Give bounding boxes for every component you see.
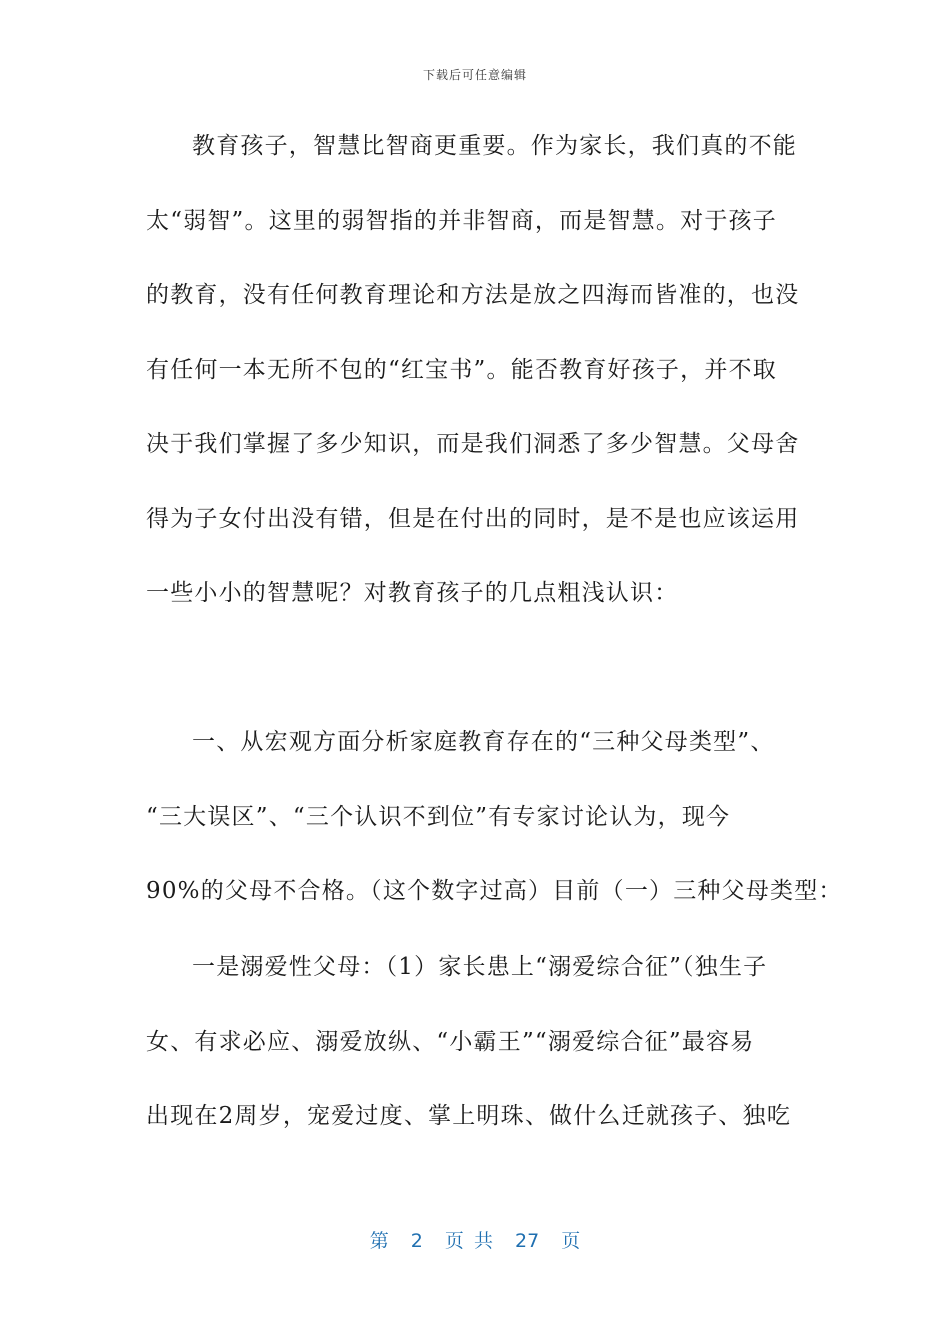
text-line: 决于我们掌握了多少知识，而是我们洞悉了多少智慧。父母舍 [146,431,800,457]
footer-total-pages: 27 [515,1230,540,1252]
footer-suffix: 页 [561,1230,581,1252]
text-line: 一、从宏观方面分析家庭教育存在的“三种父母类型”、 [192,729,775,755]
header-note: 下载后可任意编辑 [422,68,527,82]
paragraph-section-one [146,705,843,929]
text-line: 一些小小的智慧呢？对教育孩子的几点粗浅认识： [146,580,679,606]
text-line: “三大误区”、“三个认识不到位”有专家讨论认为，现今 [146,803,731,830]
text-line: 得为子女付出没有错，但是在付出的同时，是不是也应该运用 [146,505,800,532]
text-line: 的教育，没有任何教育理论和方法是放之四海而皆准的，也没 [146,282,800,308]
text-line: 90%的父母不合格。（这个数字过高）目前（一）三种父母类型： [146,878,843,904]
text-line: 有任何一本无所不包的“红宝书”。能否教育好孩子，并不取 [146,356,777,383]
footer-middle: 页 共 [444,1230,493,1252]
footer-prefix: 第 [369,1230,389,1252]
page-footer [0,1226,950,1253]
text-line: 一是溺爱性父母：（1）家长患上“溺爱综合征”（独生子 [192,954,768,980]
text-line: 出现在2周岁，宠爱过度、掌上明珠、做什么迁就孩子、独吃 [146,1103,792,1129]
text-line: 太“弱智”。这里的弱智指的并非智商，而是智慧。对于孩子 [146,207,777,234]
footer-current-page: 2 [410,1230,423,1252]
text-line: 教育孩子，智慧比智商更重要。作为家长，我们真的不能 [192,133,797,159]
paragraph-intro [146,109,806,631]
paragraph-spoiling-parents [146,930,806,1154]
text-line: 女、有求必应、溺爱放纵、“小霸王”“溺爱综合征”最容易 [146,1028,755,1055]
